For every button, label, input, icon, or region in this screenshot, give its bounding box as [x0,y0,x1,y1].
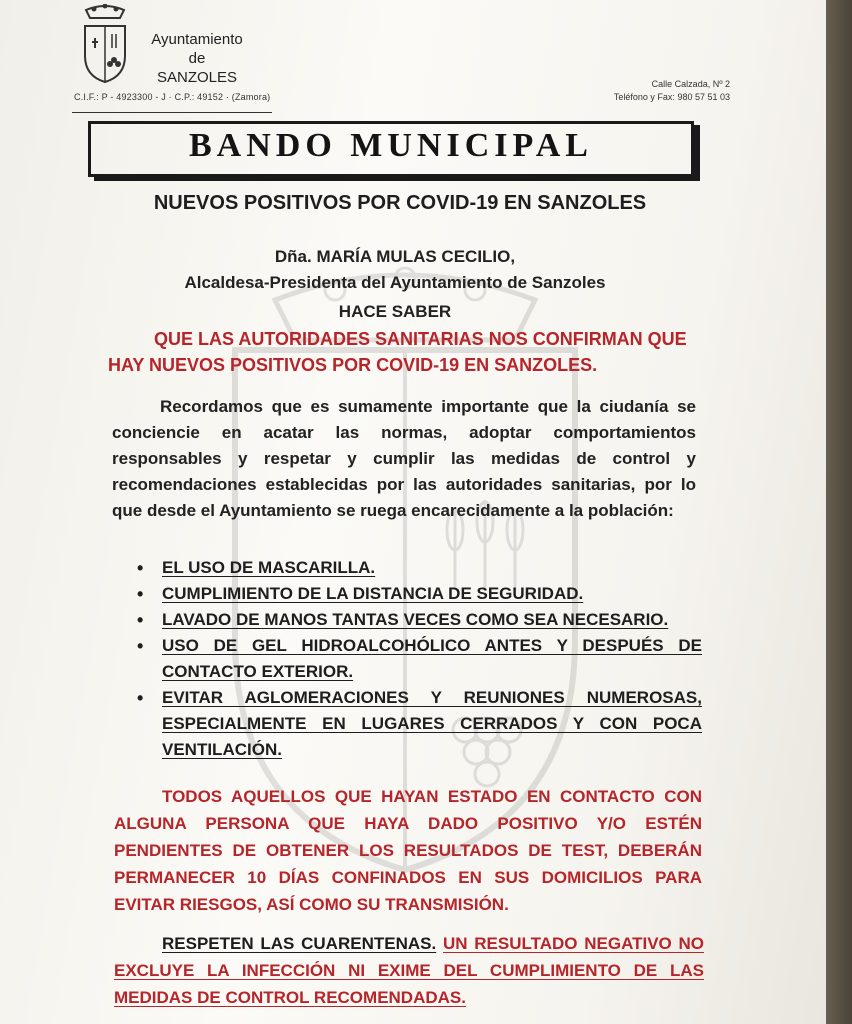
signer-block [100,244,690,296]
list-item [112,685,702,763]
list-item [112,581,702,607]
sanzoles-crest-logo [80,4,130,84]
closing-negative-result-text: UN RESULTADO NEGATIVO NO EXCLUYE LA INFECCIÓN NI EXIME DEL CUMPLIMIENTO DE LAS MEDIDAS DE CONTROL RECOMENDADAS. [114,934,704,1007]
contact-warning-paragraph: TODOS AQUELLOS QUE HAYAN ESTADO EN CONTACTO CON ALGUNA PERSONA QUE HAYA DADO POSITIVO Y/O ESTÉN PENDIENTES DE OBTENER LOS RESULTADOS DE TEST, DEBERÁN PERMANECER 10 DÍAS CONFINADOS EN SUS DOMICILIOS PARA EVITAR RIESGOS, ASÍ COMO SU TRANSMISIÓN. [114,787,702,914]
ayuntamiento-line-2: de [188,50,206,67]
list-item [112,555,702,581]
signer-role: Alcaldesa-Presidenta del Ayuntamiento de Sanzoles [184,273,606,292]
background-table-edge [822,0,852,1024]
announcement-text: QUE LAS AUTORIDADES SANITARIAS NOS CONFIRMAN QUE HAY NUEVOS POSITIVOS POR COVID-19 EN SANZOLES. [108,329,687,375]
address-phone: Teléfono y Fax: 980 57 51 03 [613,92,730,102]
closing-paragraph [114,930,704,1011]
signer-name: Dña. MARÍA MULAS CECILIO, [274,247,516,266]
list-item [112,607,702,633]
measure-text: EVITAR AGLOMERACIONES Y REUNIONES NUMEROSAS, ESPECIALMENTE EN LUGARES CERRADOS Y CON POCA VENTILACIÓN. [162,688,702,759]
ayuntamiento-name [132,30,262,87]
list-item [112,633,702,685]
closing-quarantine-text: RESPETEN LAS CUARENTENAS. [162,934,437,953]
measures-list [112,555,702,763]
document-subtitle: NUEVOS POSITIVOS POR COVID-19 EN SANZOLES [153,192,647,214]
measure-text: EL USO DE MASCARILLA. [162,558,376,577]
measure-text: CUMPLIMIENTO DE LA DISTANCIA DE SEGURIDAD. [162,584,584,603]
address-street: Calle Calzada, Nº 2 [651,79,730,89]
ayuntamiento-line-1: Ayuntamiento [151,31,243,48]
ayuntamiento-line-3: SANZOLES [156,69,238,86]
hace-saber-heading: HACE SABER [338,302,452,321]
body-paragraph: Recordamos que es sumamente importante que la ciudanía se conciencie en acatar las normas, adoptar comportamientos responsables y respetar y cumplir las medidas de control y recomendaciones establecidas por las autoridades sanitarias, por lo que desde el Ayuntamiento se ruega encarecidamente a la población: [112,397,696,520]
cif-postal-code: C.I.F.: P - 4923300 - J · C.P.: 49152 · (Zamora) [74,92,271,102]
measure-text: USO DE GEL HIDROALCOHÓLICO ANTES Y DESPUÉS DE CONTACTO EXTERIOR. [162,636,702,681]
measure-text: LAVADO DE MANOS TANTAS VECES COMO SEA NECESARIO. [162,610,669,629]
address-block [530,78,730,104]
header-divider [72,112,272,113]
document-title: BANDO MUNICIPAL [189,127,593,164]
